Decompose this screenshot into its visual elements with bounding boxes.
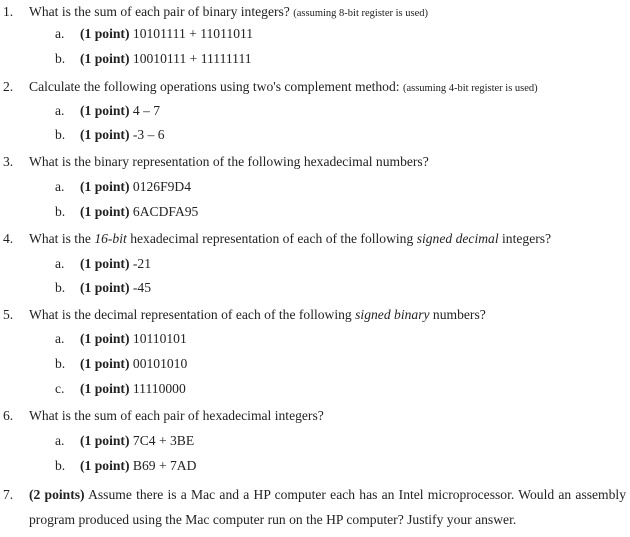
question-text: What is the decimal representation of each of the following signed binary numbers? xyxy=(29,307,486,322)
sub-text: (1 point) 0126F9D4 xyxy=(80,179,192,194)
question-number: 6. xyxy=(3,408,14,423)
sub-text: (1 point) -45 xyxy=(80,280,152,295)
sub-label: a. xyxy=(55,179,65,194)
question-text: What is the sum of each pair of binary integers? (assuming 8-bit register is used) xyxy=(29,4,428,19)
sub-label: a. xyxy=(55,433,65,448)
question-text: Assume there is a Mac and a HP computer each has an Intel microprocessor. Would an assembly program produced using the Mac computer run on the HP computer? Justify your answer. xyxy=(29,487,627,527)
question-number: 3. xyxy=(3,154,14,169)
question-text: What is the 16-bit hexadecimal representation of each of the following signed decimal integers? xyxy=(29,231,552,246)
question-number: 4. xyxy=(3,231,14,246)
sub-text: (1 point) B69 + 7AD xyxy=(80,458,197,473)
question-number: 1. xyxy=(3,4,14,19)
sub-label: a. xyxy=(55,256,65,271)
sub-label: b. xyxy=(55,356,66,371)
sub-text: (1 point) -3 – 6 xyxy=(80,127,165,142)
sub-text: (1 point) 10010111 + 11111111 xyxy=(80,51,252,66)
sub-text: (1 point) 7C4 + 3BE xyxy=(80,433,195,448)
sub-label: b. xyxy=(55,280,66,295)
sub-text: (1 point) 10110101 xyxy=(80,331,187,346)
sub-text: (1 point) -21 xyxy=(80,256,152,271)
sub-label: a. xyxy=(55,331,65,346)
sub-text: (1 point) 11110000 xyxy=(80,381,186,396)
question-text: Calculate the following operations using two's complement method: (assuming 4-bit register is used) xyxy=(29,79,538,94)
question-note: (assuming 4-bit register is used) xyxy=(402,83,538,94)
sub-text: (1 point) 10101111 + 11011011 xyxy=(80,26,254,41)
question-text: What is the binary representation of the following hexadecimal numbers? xyxy=(29,154,429,169)
sub-label: a. xyxy=(55,103,65,118)
question-text: What is the sum of each pair of hexadecimal integers? xyxy=(29,408,324,423)
sub-label: a. xyxy=(55,26,65,41)
sub-label: b. xyxy=(55,127,66,142)
sub-label: b. xyxy=(55,458,66,473)
question-note: (assuming 8-bit register is used) xyxy=(293,8,428,19)
question-number: 5. xyxy=(3,307,14,322)
sub-text: (1 point) 4 – 7 xyxy=(80,103,161,118)
sub-text: (1 point) 00101010 xyxy=(80,356,188,371)
question-number: 2. xyxy=(3,79,14,94)
sub-label: c. xyxy=(55,381,65,396)
question-7 xyxy=(29,482,626,532)
sub-label: b. xyxy=(55,51,66,66)
sub-text: (1 point) 6ACDFA95 xyxy=(80,204,199,219)
sub-label: b. xyxy=(55,204,66,219)
question-points: (2 points) xyxy=(29,487,85,502)
